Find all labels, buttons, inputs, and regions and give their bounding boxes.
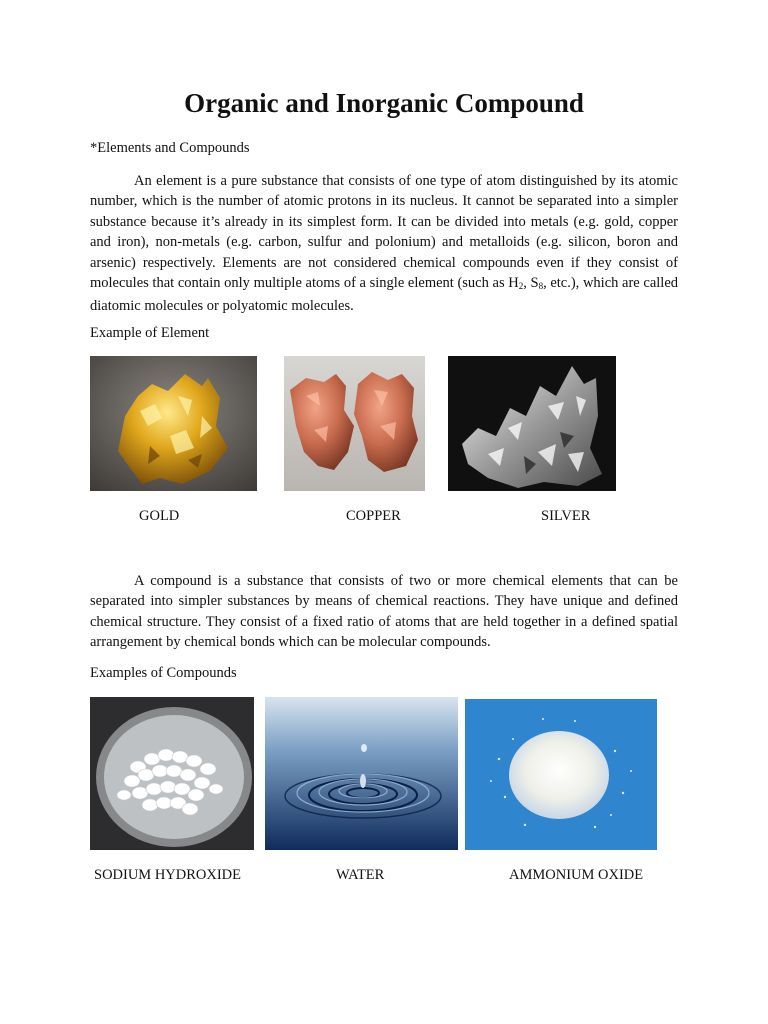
- silver-image: [448, 356, 616, 491]
- compound-label-sodium-hydroxide: SODIUM HYDROXIDE: [94, 867, 242, 883]
- gold-image: [90, 356, 257, 491]
- compound-paragraph: A compound is a substance that consists of two or more chemical elements that can be separated into simpler substances by means of chemical reactions. They have unique and defined chemical structure. They consist of a fixed ratio of atoms that are held together in a defined spatial arrangement by chemical bonds which can be molecular compounds.: [90, 573, 678, 651]
- compound-heading: Examples of Compounds: [90, 665, 237, 681]
- element-label-gold: GOLD: [139, 508, 180, 524]
- element-paragraph: An element is a pure substance that consists of one type of atom distinguished by its atomic number, which is the number of atomic protons in its nucleus. It cannot be separated into a simpler substance because it’s already in its simplest form. It can be divided into metals (e.g. gold, copper and iron), non-metals (e.g. carbon, sulfur and polonium) and metalloids (e.g. silicon, boron and arsenic) respectively. Elements are not considered chemical compounds even if they consist of molecules that contain only multiple atoms of a single element (such as $H_2$, $S_8$, etc.), which are called diatomic molecules or polyatomic molecules.: [90, 173, 679, 315]
- copper-image: [284, 356, 425, 491]
- water-image: [265, 697, 458, 850]
- sodium-hydroxide-image: [90, 697, 254, 850]
- element-label-silver: SILVER: [541, 508, 591, 524]
- compound-label-water: WATER: [336, 867, 385, 883]
- element-heading: Example of Element: [90, 325, 210, 341]
- page-title: Organic and Inorganic Compound: [184, 88, 584, 118]
- element-label-copper: COPPER: [346, 508, 401, 524]
- ammonium-oxide-image: [465, 699, 657, 850]
- section-heading: *Elements and Compounds: [90, 140, 250, 156]
- compound-label-ammonium-oxide: AMMONIUM OXIDE: [509, 867, 644, 883]
